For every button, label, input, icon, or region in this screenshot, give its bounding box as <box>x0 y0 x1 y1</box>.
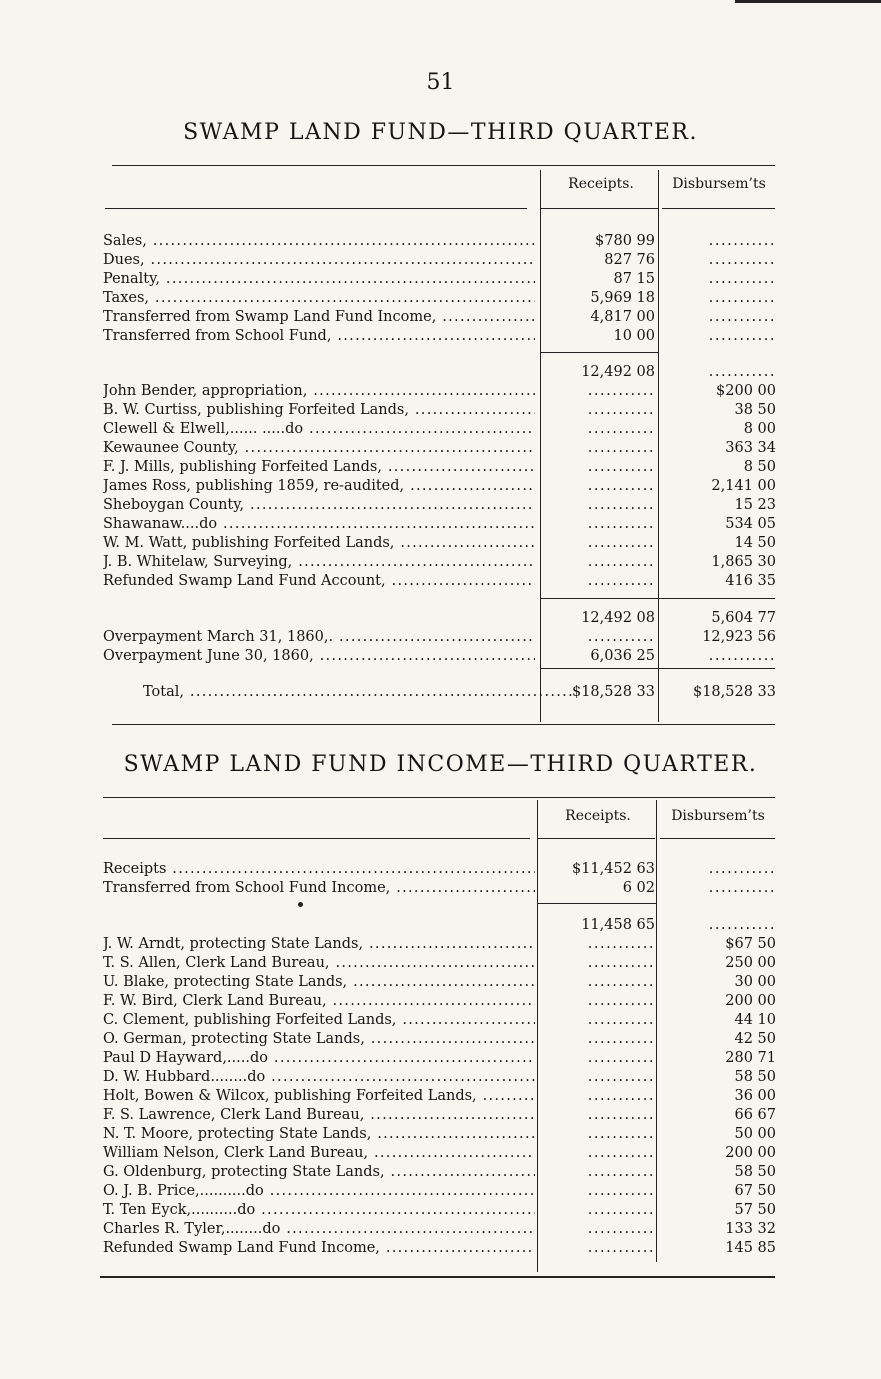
disbursements-cell: 12,923 56 <box>702 629 776 645</box>
header-rule <box>105 208 527 209</box>
disbursements-cell: ........... <box>708 309 776 325</box>
row-description: N. T. Moore, protecting State Lands, ..... <box>103 1125 535 1144</box>
disbursements-cell: 200 00 <box>725 1145 776 1161</box>
row-description: James Ross, publishing 1859, re-audited, ..... <box>103 477 535 496</box>
row-description: Charles R. Tyler,........do ..... <box>103 1220 535 1239</box>
section-title-swamp-land-fund: SWAMP LAND FUND—THIRD QUARTER. <box>183 120 698 145</box>
receipts-cell: $11,452 63 <box>571 861 655 877</box>
receipts-cell: ........... <box>587 554 655 570</box>
disbursements-cell: 58 50 <box>734 1164 776 1180</box>
receipts-cell: ........... <box>587 1050 655 1066</box>
disbursements-cell: $67 50 <box>725 936 776 952</box>
disbursements-cell: 15 23 <box>734 497 776 513</box>
receipts-cell: ........... <box>587 383 655 399</box>
row-description: J. B. Whitelaw, Surveying, ..... <box>103 553 535 572</box>
table-top-rule <box>103 797 775 798</box>
total-rule <box>540 668 775 669</box>
disbursements-cell: 5,604 77 <box>711 610 776 626</box>
receipts-cell: ........... <box>587 1031 655 1047</box>
receipts-cell: ........... <box>587 1164 655 1180</box>
disbursements-cell: ........... <box>708 271 776 287</box>
disbursements-cell: $18,528 33 <box>692 684 776 700</box>
receipts-cell: ........... <box>587 1088 655 1104</box>
disbursements-cell: 14 50 <box>734 535 776 551</box>
disbursements-cell: 416 35 <box>725 573 776 589</box>
disbursements-cell: 42 50 <box>734 1031 776 1047</box>
row-description: Refunded Swamp Land Fund Income, ..... <box>103 1239 535 1258</box>
receipts-cell: 12,492 08 <box>581 610 655 626</box>
header-rule <box>660 838 775 839</box>
receipts-cell: ........... <box>587 440 655 456</box>
disbursements-cell: ........... <box>708 880 776 896</box>
row-description: Clewell & Elwell,...... .....do ..... <box>103 420 535 439</box>
row-description: U. Blake, protecting State Lands, ..... <box>103 973 535 992</box>
disbursements-cell: $200 00 <box>716 383 776 399</box>
disbursements-cell: 36 00 <box>734 1088 776 1104</box>
header-rule <box>537 838 655 839</box>
disbursements-cell: 280 71 <box>725 1050 776 1066</box>
row-description: Paul D Hayward,.....do ..... <box>103 1049 535 1068</box>
section-title-swamp-land-fund-income: SWAMP LAND FUND INCOME—THIRD QUARTER. <box>123 752 758 777</box>
receipts-cell: 87 15 <box>613 271 655 287</box>
receipts-cell: $18,528 33 <box>571 684 655 700</box>
receipts-cell: ........... <box>587 421 655 437</box>
row-description: Sheboygan County, ..... <box>103 496 535 515</box>
stray-mark <box>298 902 303 907</box>
receipts-cell: ........... <box>587 1183 655 1199</box>
receipts-cell: ........... <box>587 974 655 990</box>
disbursements-cell: 250 00 <box>725 955 776 971</box>
row-description: Transferred from School Fund Income, ..... <box>103 879 535 898</box>
row-description: Overpayment June 30, 1860, ..... <box>103 647 535 666</box>
receipts-cell: ........... <box>587 936 655 952</box>
receipts-cell: ........... <box>587 478 655 494</box>
receipts-cell: 12,492 08 <box>581 364 655 380</box>
row-description: T. Ten Eyck,..........do ..... <box>103 1201 535 1220</box>
disbursements-cell: 8 50 <box>743 459 776 475</box>
disbursements-cell: ........... <box>708 917 776 933</box>
row-description: W. M. Watt, publishing Forfeited Lands, ..... <box>103 534 535 553</box>
row-description: Overpayment March 31, 1860,. ..... <box>103 628 535 647</box>
receipts-cell: 10 00 <box>613 328 655 344</box>
disbursements-cell: 534 05 <box>725 516 776 532</box>
receipts-cell: 6 02 <box>622 880 655 896</box>
disbursements-cell: 44 10 <box>734 1012 776 1028</box>
disbursements-cell: ........... <box>708 328 776 344</box>
receipts-cell: ........... <box>587 1202 655 1218</box>
receipts-cell: ........... <box>587 573 655 589</box>
disbursements-cell: 200 00 <box>725 993 776 1009</box>
disbursements-cell: ........... <box>708 252 776 268</box>
receipts-cell: 5,969 18 <box>590 290 655 306</box>
receipts-cell: ........... <box>587 1069 655 1085</box>
receipts-cell: ........... <box>587 1107 655 1123</box>
disbursements-cell: 30 00 <box>734 974 776 990</box>
column-header-disbursements: Disbursem’ts <box>672 176 766 192</box>
receipts-cell: 827 76 <box>604 252 655 268</box>
disbursements-cell: 38 50 <box>734 402 776 418</box>
disbursements-cell: ........... <box>708 290 776 306</box>
row-description: Transferred from Swamp Land Fund Income, ..... <box>103 308 535 327</box>
row-description: Receipts ..... <box>103 860 535 879</box>
row-description: Holt, Bowen & Wilcox, publishing Forfeited Lands, ..... <box>103 1087 535 1106</box>
disbursements-cell: 1,865 30 <box>711 554 776 570</box>
receipts-cell: ........... <box>587 993 655 1009</box>
disbursements-cell: ........... <box>708 364 776 380</box>
receipts-cell: 6,036 25 <box>590 648 655 664</box>
row-description: G. Oldenburg, protecting State Lands, ..... <box>103 1163 535 1182</box>
table-top-rule <box>112 165 775 166</box>
column-divider <box>656 800 657 1262</box>
row-description: D. W. Hubbard........do ..... <box>103 1068 535 1087</box>
row-description: Total, ..... <box>103 683 575 702</box>
row-description: F. S. Lawrence, Clerk Land Bureau, ..... <box>103 1106 535 1125</box>
row-description: C. Clement, publishing Forfeited Lands, ..... <box>103 1011 535 1030</box>
column-header-disbursements: Disbursem’ts <box>671 808 765 824</box>
receipts-cell: ........... <box>587 497 655 513</box>
receipts-cell: ........... <box>587 1240 655 1256</box>
receipts-cell: ........... <box>587 1012 655 1028</box>
table-bottom-rule <box>100 1276 775 1278</box>
row-description: Dues, ..... <box>103 251 535 270</box>
disbursements-cell: 50 00 <box>734 1126 776 1142</box>
row-description: O. German, protecting State Lands, ..... <box>103 1030 535 1049</box>
page-number: 51 <box>426 70 455 95</box>
receipts-cell: ........... <box>587 402 655 418</box>
header-rule <box>540 208 658 209</box>
row-description: T. S. Allen, Clerk Land Bureau, ..... <box>103 954 535 973</box>
row-description: Shawanaw....do ..... <box>103 515 535 534</box>
table-bottom-rule <box>112 724 775 725</box>
disbursements-cell: 8 00 <box>743 421 776 437</box>
row-description: Transferred from School Fund, ..... <box>103 327 535 346</box>
receipts-cell: ........... <box>587 1221 655 1237</box>
subtotal-rule <box>540 598 775 599</box>
receipts-cell: ........... <box>587 1145 655 1161</box>
disbursements-cell: 133 32 <box>725 1221 776 1237</box>
row-description: William Nelson, Clerk Land Bureau, ..... <box>103 1144 535 1163</box>
row-description: Kewaunee County, ..... <box>103 439 535 458</box>
row-description: F. W. Bird, Clerk Land Bureau, ..... <box>103 992 535 1011</box>
page-edge-rule <box>735 0 881 3</box>
row-description: Refunded Swamp Land Fund Account, ..... <box>103 572 535 591</box>
row-description: B. W. Curtiss, publishing Forfeited Lands, ..... <box>103 401 535 420</box>
disbursements-cell: 145 85 <box>725 1240 776 1256</box>
receipts-cell: 4,817 00 <box>590 309 655 325</box>
row-description: Sales, ..... <box>103 232 535 251</box>
column-header-receipts: Receipts. <box>565 808 631 824</box>
receipts-cell: ........... <box>587 535 655 551</box>
disbursements-cell: 66 67 <box>734 1107 776 1123</box>
disbursements-cell: ........... <box>708 861 776 877</box>
disbursements-cell: 57 50 <box>734 1202 776 1218</box>
column-header-receipts: Receipts. <box>568 176 634 192</box>
receipts-cell: 11,458 65 <box>581 917 655 933</box>
disbursements-cell: ........... <box>708 233 776 249</box>
row-description: O. J. B. Price,..........do ..... <box>103 1182 535 1201</box>
row-description: J. W. Arndt, protecting State Lands, ..... <box>103 935 535 954</box>
disbursements-cell: 58 50 <box>734 1069 776 1085</box>
disbursements-cell: ........... <box>708 648 776 664</box>
subtotal-rule <box>537 903 656 904</box>
disbursements-cell: 363 34 <box>725 440 776 456</box>
row-description: F. J. Mills, publishing Forfeited Lands, ..... <box>103 458 535 477</box>
receipts-cell: ........... <box>587 955 655 971</box>
header-rule <box>103 838 530 839</box>
row-description: Penalty, ..... <box>103 270 535 289</box>
row-description: Taxes, ..... <box>103 289 535 308</box>
receipts-cell: ........... <box>587 629 655 645</box>
subtotal-rule <box>540 352 658 353</box>
receipts-cell: ........... <box>587 516 655 532</box>
receipts-cell: ........... <box>587 1126 655 1142</box>
disbursements-cell: 67 50 <box>734 1183 776 1199</box>
column-divider <box>537 800 538 1272</box>
receipts-cell: $780 99 <box>595 233 655 249</box>
header-rule <box>662 208 775 209</box>
column-divider <box>658 170 659 722</box>
receipts-cell: ........... <box>587 459 655 475</box>
disbursements-cell: 2,141 00 <box>711 478 776 494</box>
row-description: John Bender, appropriation, ..... <box>103 382 535 401</box>
